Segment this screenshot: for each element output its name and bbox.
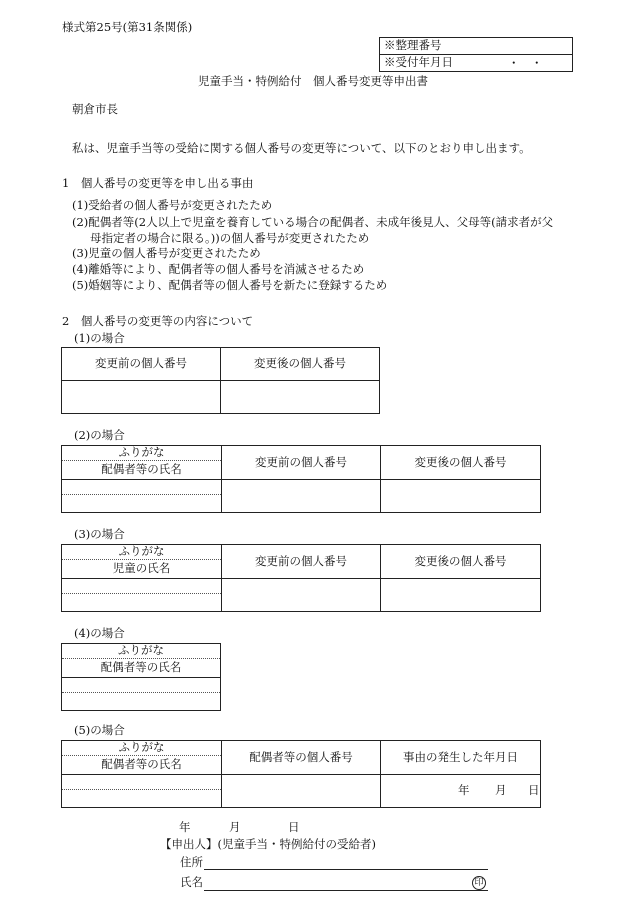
addressee: 朝倉市長 (72, 102, 118, 116)
furigana-label: ふりがな (62, 741, 222, 756)
case5-table (61, 740, 541, 808)
case4-label: (4)の場合 (74, 626, 125, 640)
header-event-date: 事由の発生した年月日 (381, 741, 541, 775)
spouse-number-field[interactable] (222, 775, 381, 808)
name-field[interactable] (62, 790, 222, 808)
furigana-label: ふりがな (62, 644, 221, 659)
furigana-label: ふりがな (62, 446, 222, 461)
submit-day-label: 日 (288, 820, 300, 834)
case3-label: (3)の場合 (74, 527, 125, 541)
name-label: 配偶者等の氏名 (62, 659, 221, 678)
furigana-field[interactable] (62, 775, 222, 790)
section1-heading: 1 個人番号の変更等を申し出る事由 (62, 176, 254, 190)
reason-item: (5)婚姻等により、配偶者等の個人番号を新たに登録するため (72, 278, 388, 292)
date-year-label: 年 (458, 783, 470, 797)
header-after-number: 変更後の個人番号 (381, 545, 541, 579)
statement: 私は、児童手当等の受給に関する個人番号の変更等について、以下のとおり申し出ます。 (72, 141, 531, 155)
furigana-field[interactable] (62, 480, 222, 495)
header-before-number: 変更前の個人番号 (222, 545, 381, 579)
case2-label: (2)の場合 (74, 428, 125, 442)
name-label: 配偶者等の氏名 (62, 756, 222, 775)
after-number-field[interactable] (381, 579, 541, 612)
reason-item: (3)児童の個人番号が変更されたため (72, 246, 261, 260)
ref-no-label: ※整理番号 (380, 38, 573, 55)
before-number-field[interactable] (222, 480, 381, 513)
date-month-label: 月 (495, 783, 507, 797)
after-number-field[interactable] (381, 480, 541, 513)
furigana-field[interactable] (62, 579, 222, 594)
reason-item: (4)離婚等により、配偶者等の個人番号を消滅させるため (72, 262, 365, 276)
header-before-number: 変更前の個人番号 (62, 348, 221, 381)
seal-icon: 印 (472, 876, 486, 890)
case4-table (61, 643, 221, 711)
header-after-number: 変更後の個人番号 (221, 348, 380, 381)
furigana-field[interactable] (62, 678, 221, 693)
name-label: 配偶者等の氏名 (62, 461, 222, 480)
address-label: 住所 (180, 855, 203, 869)
applicant-name-field[interactable] (204, 890, 488, 891)
received-date-label: ※受付年月日 (384, 55, 453, 70)
before-number-field[interactable] (62, 381, 221, 414)
name-field[interactable] (62, 594, 222, 612)
received-date-dots: ・ ・ (508, 56, 543, 70)
case1-label: (1)の場合 (74, 331, 125, 345)
form-title: 児童手当・特例給付 個人番号変更等申出書 (198, 74, 428, 88)
before-number-field[interactable] (222, 579, 381, 612)
name-field[interactable] (62, 693, 221, 711)
name-label: 氏名 (180, 875, 203, 889)
name-field[interactable] (62, 495, 222, 513)
header-after-number: 変更後の個人番号 (381, 446, 541, 480)
date-day-label: 日 (528, 783, 540, 797)
section2-heading: 2 個人番号の変更等の内容について (62, 314, 254, 328)
case1-table (61, 347, 380, 414)
case5-label: (5)の場合 (74, 723, 125, 737)
header-before-number: 変更前の個人番号 (222, 446, 381, 480)
reason-item: 母指定者の場合に限る。))の個人番号が変更されたため (90, 231, 370, 245)
submit-year-label: 年 (179, 820, 191, 834)
event-date-field[interactable] (381, 775, 541, 808)
form-number: 様式第25号(第31条関係) (62, 20, 193, 34)
reason-item: (1)受給者の個人番号が変更されたため (72, 198, 273, 212)
applicant-label: 【申出人】(児童手当・特例給付の受給者) (160, 837, 376, 851)
after-number-field[interactable] (221, 381, 380, 414)
case3-table (61, 544, 541, 612)
office-use-box (379, 37, 573, 72)
header-spouse-number: 配偶者等の個人番号 (222, 741, 381, 775)
case2-table (61, 445, 541, 513)
reason-item: (2)配偶者等(2人以上で児童を養育している場合の配偶者、未成年後見人、父母等(請求者が父 (72, 215, 554, 229)
submit-month-label: 月 (229, 820, 241, 834)
furigana-label: ふりがな (62, 545, 222, 560)
name-label: 児童の氏名 (62, 560, 222, 579)
address-field[interactable] (204, 869, 488, 870)
